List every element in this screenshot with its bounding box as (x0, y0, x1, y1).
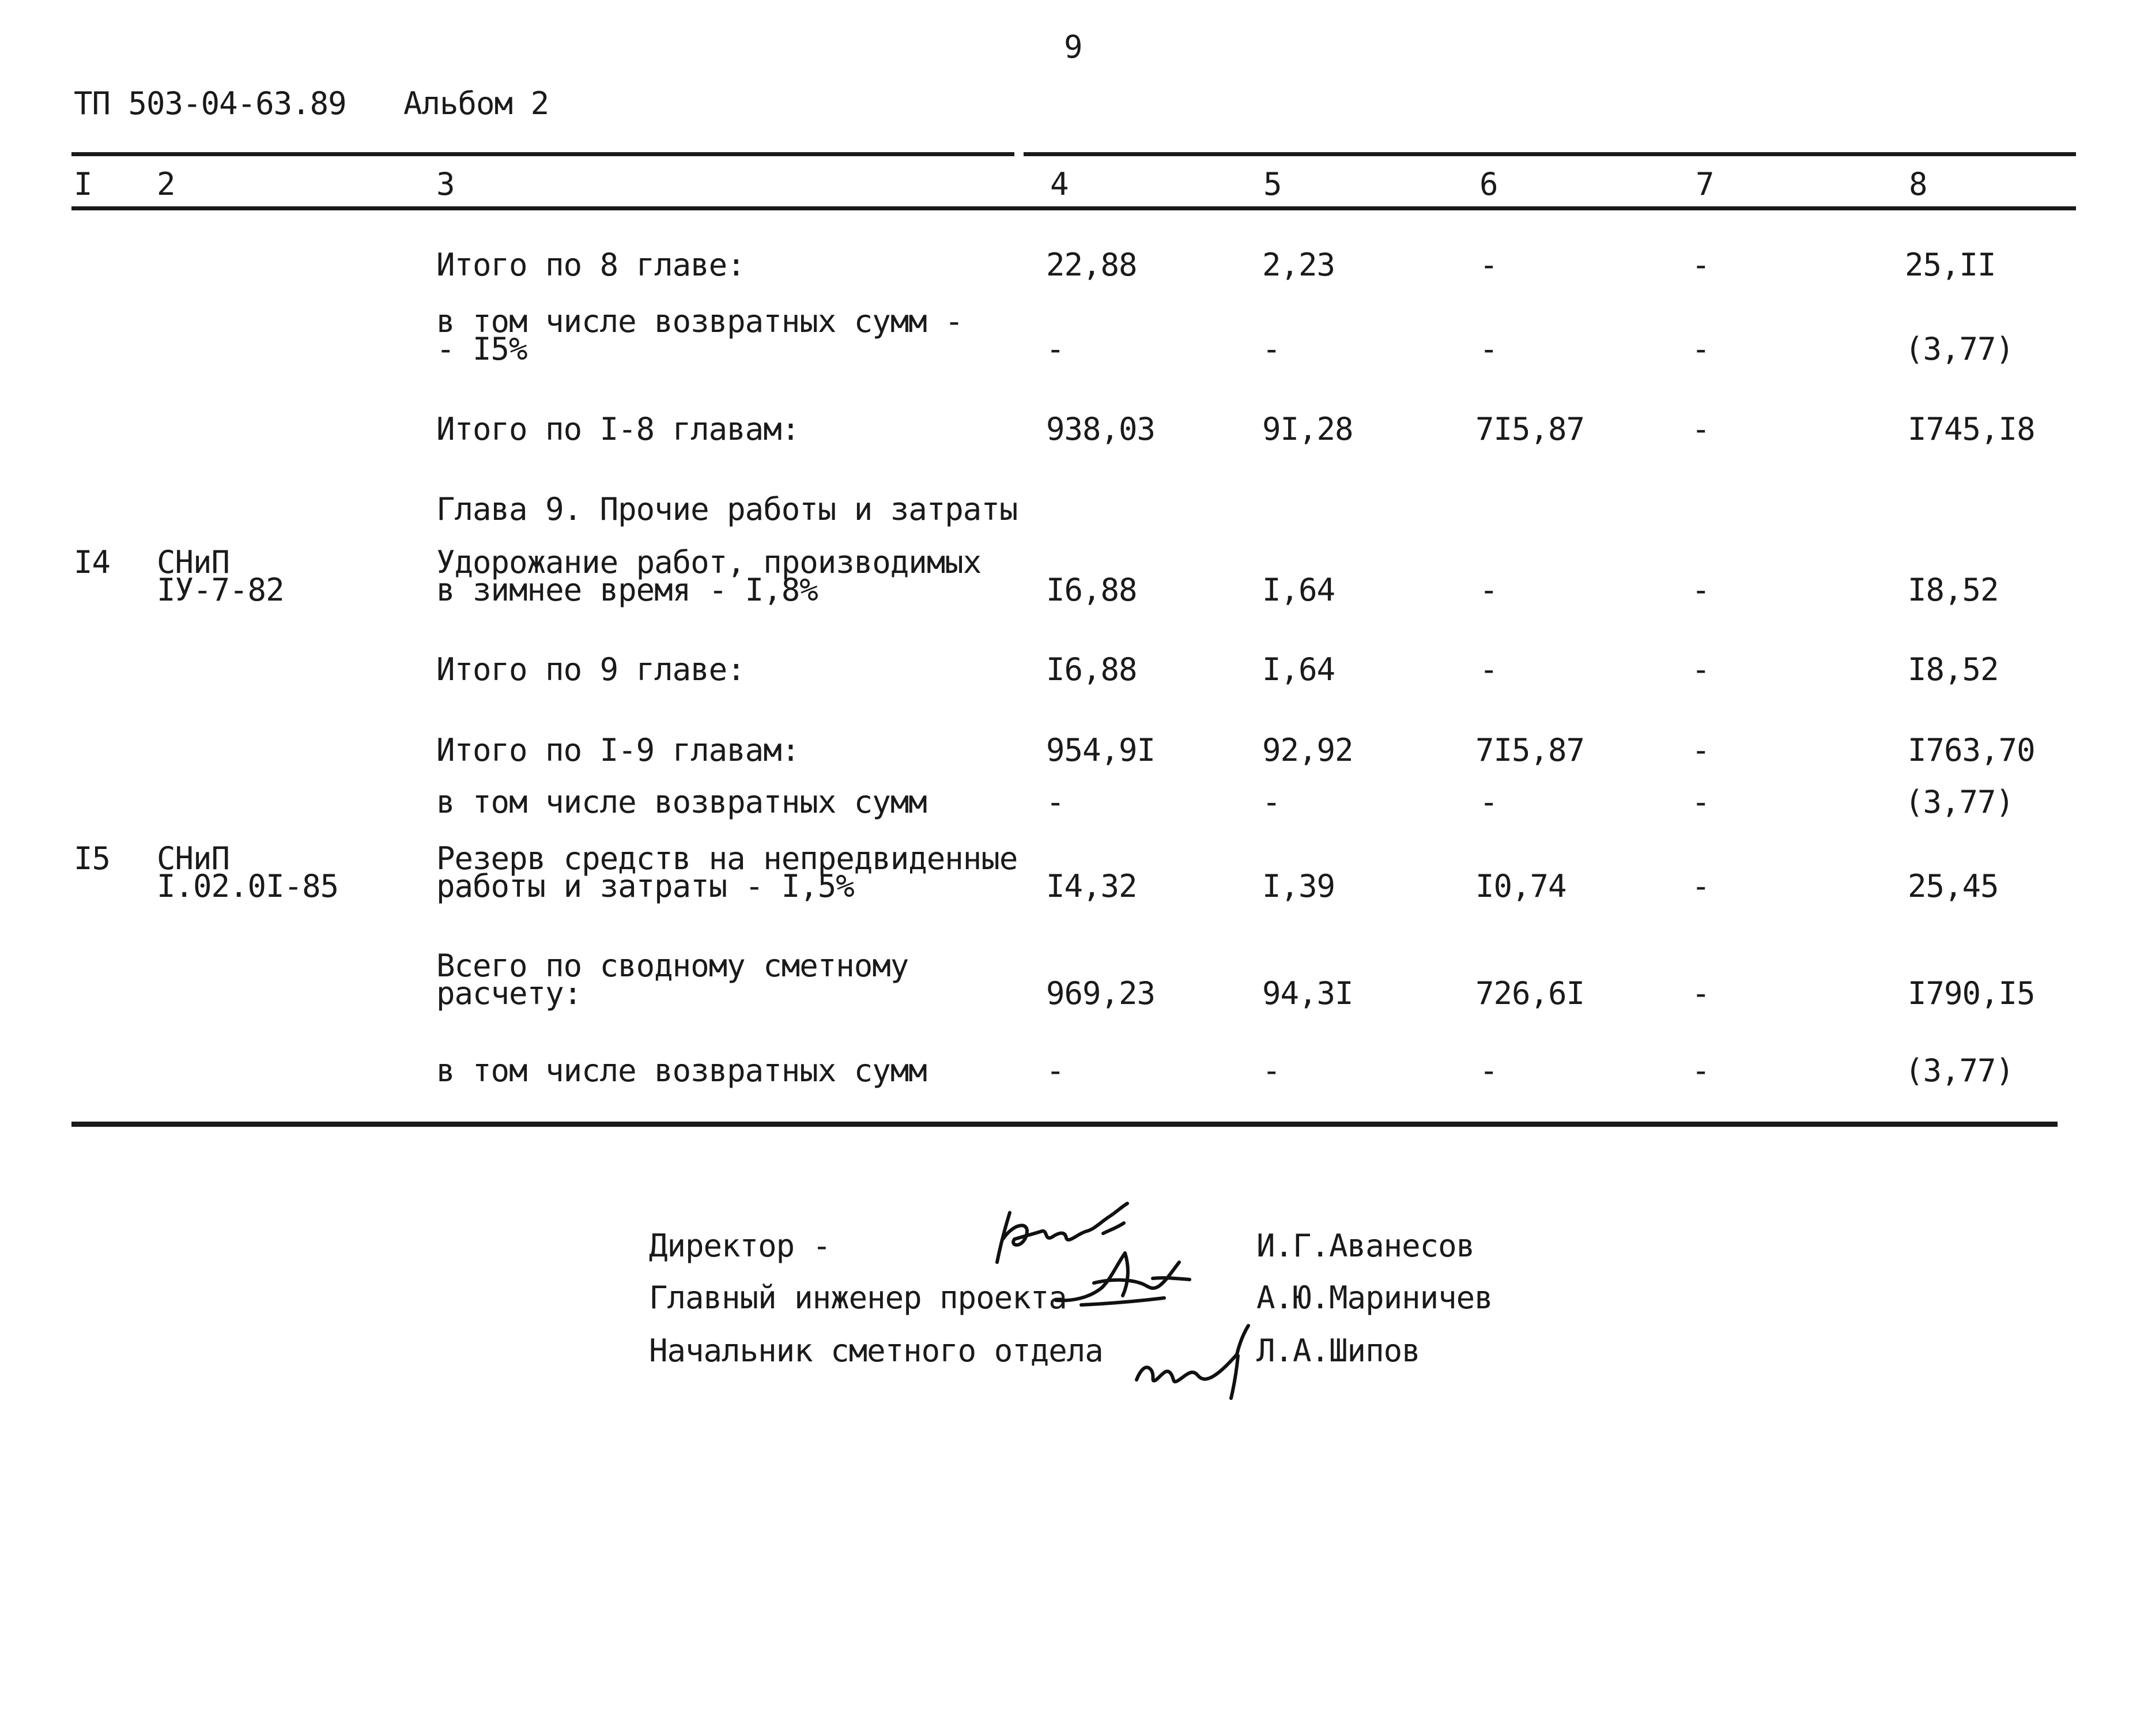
row-8-col8: (3,77) (1905, 784, 2014, 820)
row-6-description: Итого по 9 главе: (436, 651, 745, 688)
row-9-reference-line-2: I.02.0I-85 (157, 868, 339, 904)
header-bottom-rule (71, 206, 2076, 210)
col-header-6: 6 (1479, 166, 1498, 202)
row-9-col4: I4,32 (1046, 868, 1137, 904)
col-header-2: 2 (157, 166, 175, 202)
row-2-col6: - (1479, 331, 1498, 367)
row-7-col4: 954,9I (1046, 732, 1156, 768)
col-header-5: 5 (1263, 166, 1282, 202)
row-8-col5: - (1262, 784, 1281, 820)
row-11-col8: (3,77) (1905, 1052, 2014, 1089)
signatory-3-title: Начальник сметного отдела (649, 1333, 1103, 1369)
row-6-col7: - (1692, 651, 1710, 688)
row-10-description-line-2: расчету: (436, 975, 582, 1012)
row-11-col4: - (1046, 1052, 1065, 1089)
row-7-col5: 92,92 (1262, 732, 1353, 768)
col-header-7: 7 (1696, 166, 1714, 202)
row-1-col4: 22,88 (1046, 247, 1137, 283)
row-1-description: Итого по 8 главе: (436, 247, 745, 283)
doc-code: ТП 503-04-63.89 (74, 85, 346, 122)
row-7-col6: 7I5,87 (1475, 732, 1585, 768)
row-6-col4: I6,88 (1046, 651, 1137, 688)
row-11-col5: - (1262, 1052, 1281, 1089)
row-6-col5: I,64 (1262, 651, 1335, 688)
row-5-col8: I8,52 (1908, 572, 1999, 608)
row-5-reference-line-1: СНиП (157, 544, 230, 580)
signatory-1-title: Директор - (649, 1228, 831, 1264)
row-9-description-line-1: Резерв средств на непредвиденные (436, 840, 1018, 877)
row-9-col6: I0,74 (1475, 868, 1567, 904)
chief-engineer-signature (1049, 1245, 1199, 1314)
row-2-description-line-1: в том числе возвратных сумм - (436, 303, 963, 339)
col-header-1: I (74, 166, 92, 202)
row-8-col6: - (1479, 784, 1498, 820)
row-9-col8: 25,45 (1908, 868, 1999, 904)
row-5-col5: I,64 (1262, 572, 1335, 608)
row-6-col8: I8,52 (1908, 651, 1999, 688)
estimate-head-signature (1130, 1320, 1262, 1401)
row-5-description-line-2: в зимнее время - I,8% (436, 572, 818, 608)
col-header-3: 3 (436, 166, 455, 202)
signatory-2-name: А.Ю.Мариничев (1256, 1280, 1493, 1316)
chapter-9-title: Глава 9. Прочие работы и затраты (436, 491, 1018, 527)
row-11-col6: - (1479, 1052, 1498, 1089)
row-10-col7: - (1692, 975, 1710, 1012)
signatory-2-title: Главный инженер проекта (649, 1280, 1067, 1316)
row-2-col7: - (1692, 331, 1710, 367)
col-header-4: 4 (1050, 166, 1069, 202)
row-3-col4: 938,03 (1046, 411, 1156, 447)
row-10-col5: 94,3I (1262, 975, 1353, 1012)
row-1-col7: - (1692, 247, 1710, 283)
row-11-description: в том числе возвратных сумм (436, 1052, 927, 1089)
row-10-description-line-1: Всего по сводному сметному (436, 948, 909, 984)
row-10-col8: I790,I5 (1908, 975, 2035, 1012)
row-3-col6: 7I5,87 (1475, 411, 1585, 447)
row-5-col6: - (1479, 572, 1498, 608)
row-8-col4: - (1046, 784, 1065, 820)
row-9-reference-line-1: СНиП (157, 840, 230, 877)
row-10-col4: 969,23 (1046, 975, 1156, 1012)
row-1-col5: 2,23 (1262, 247, 1335, 283)
page-number: 9 (1064, 29, 1082, 65)
signatory-1-name: И.Г.Аванесов (1256, 1228, 1475, 1264)
row-7-col7: - (1692, 732, 1710, 768)
row-7-description: Итого по I-9 главам: (436, 732, 800, 768)
row-3-description: Итого по I-8 главам: (436, 411, 800, 447)
row-9-item-number: I5 (74, 840, 111, 877)
row-9-description-line-2: работы и затраты - I,5% (436, 868, 854, 904)
header-top-rule-right (1024, 152, 2076, 156)
row-7-col8: I763,70 (1908, 732, 2035, 768)
header-top-rule-left (71, 152, 1014, 156)
row-2-col4: - (1046, 331, 1065, 367)
row-2-col8: (3,77) (1905, 331, 2014, 367)
row-3-col5: 9I,28 (1262, 411, 1353, 447)
row-8-description: в том числе возвратных сумм (436, 784, 927, 820)
signatory-3-name: Л.А.Шипов (1256, 1333, 1420, 1369)
row-11-col7: - (1692, 1052, 1710, 1089)
col-header-8: 8 (1909, 166, 1927, 202)
row-1-col8: 25,II (1905, 247, 1996, 283)
row-3-col7: - (1692, 411, 1710, 447)
row-5-description-line-1: Удорожание работ, производимых (436, 544, 982, 580)
row-5-reference-line-2: IУ-7-82 (157, 572, 284, 608)
row-5-col7: - (1692, 572, 1710, 608)
row-1-col6: - (1479, 247, 1498, 283)
row-10-col6: 726,6I (1475, 975, 1585, 1012)
row-5-item-number: I4 (74, 544, 111, 580)
row-2-description-line-2: - I5% (436, 331, 527, 367)
row-2-col5: - (1262, 331, 1281, 367)
row-3-col8: I745,I8 (1908, 411, 2035, 447)
row-8-col7: - (1692, 784, 1710, 820)
row-6-col6: - (1479, 651, 1498, 688)
table-bottom-rule (71, 1122, 2058, 1127)
row-9-col5: I,39 (1262, 868, 1335, 904)
row-5-col4: I6,88 (1046, 572, 1137, 608)
album-label: Альбом 2 (403, 85, 549, 122)
row-9-col7: - (1692, 868, 1710, 904)
